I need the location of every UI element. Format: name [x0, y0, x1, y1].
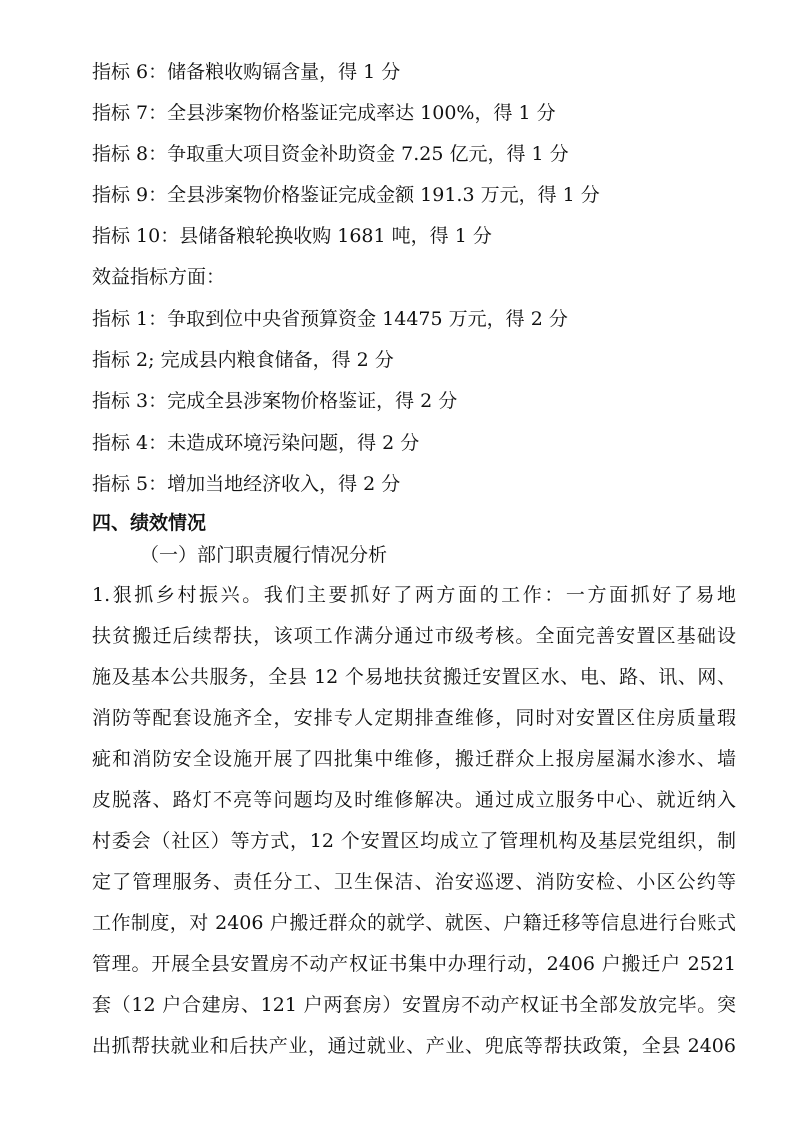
section-heading: 四、绩效情况 [92, 512, 207, 534]
subsection-heading: （一）部门职责履行情况分析 [140, 544, 388, 566]
paragraph-line: 施及基本公共服务，全县 12 个易地扶贫搬迁安置区水、电、路、讯、网、 [92, 666, 736, 688]
paragraph-line: 扶贫搬迁后续帮扶，该项工作满分通过市级考核。全面完善安置区基础设 [92, 625, 736, 647]
benefit-indicator-line: 指标 4：未造成环境污染问题，得 2 分 [92, 432, 420, 454]
benefit-indicator-line: 指标 3：完成全县涉案物价格鉴证，得 2 分 [92, 390, 458, 412]
paragraph-line: 1.狠抓乡村振兴。我们主要抓好了两方面的工作：一方面抓好了易地 [92, 584, 736, 606]
indicator-line: 指标 6：储备粮收购镉含量，得 1 分 [92, 61, 401, 83]
indicator-line: 指标 8：争取重大项目资金补助资金 7.25 亿元，得 1 分 [92, 143, 569, 165]
benefit-indicator-line: 指标 2; 完成县内粮食储备，得 2 分 [92, 349, 394, 371]
indicator-line: 指标 10：县储备粮轮换收购 1681 吨，得 1 分 [92, 225, 492, 247]
benefit-indicator-line: 指标 1：争取到位中央省预算资金 14475 万元，得 2 分 [92, 308, 568, 330]
indicator-line: 指标 7：全县涉案物价格鉴证完成率达 100%，得 1 分 [92, 102, 556, 124]
benefit-indicator-line: 指标 5：增加当地经济收入，得 2 分 [92, 473, 401, 495]
indicator-line: 指标 9：全县涉案物价格鉴证完成金额 191.3 万元，得 1 分 [92, 184, 600, 206]
paragraph-line: 村委会（社区）等方式，12 个安置区均成立了管理机构及基层党组织，制 [92, 830, 736, 852]
paragraph-line: 套（12 户合建房、121 户两套房）安置房不动产权证书全部发放完毕。突 [92, 994, 736, 1016]
paragraph-line: 管理。开展全县安置房不动产权证书集中办理行动，2406 户搬迁户 2521 [92, 953, 736, 975]
paragraph-line: 出抓帮扶就业和后扶产业，通过就业、产业、兜底等帮扶政策，全县 2406 [92, 1035, 736, 1057]
paragraph-line: 定了管理服务、责任分工、卫生保洁、治安巡逻、消防安检、小区公约等 [92, 871, 736, 893]
paragraph-line: 皮脱落、路灯不亮等问题均及时维修解决。通过成立服务中心、就近纳入 [92, 789, 736, 811]
paragraph-line: 工作制度，对 2406 户搬迁群众的就学、就医、户籍迁移等信息进行台账式 [92, 912, 736, 934]
benefit-indicators-title: 效益指标方面： [92, 266, 226, 288]
paragraph-line: 疵和消防安全设施开展了四批集中维修，搬迁群众上报房屋漏水渗水、墙 [92, 748, 736, 770]
paragraph-line: 消防等配套设施齐全，安排专人定期排查维修，同时对安置区住房质量瑕 [92, 707, 736, 729]
